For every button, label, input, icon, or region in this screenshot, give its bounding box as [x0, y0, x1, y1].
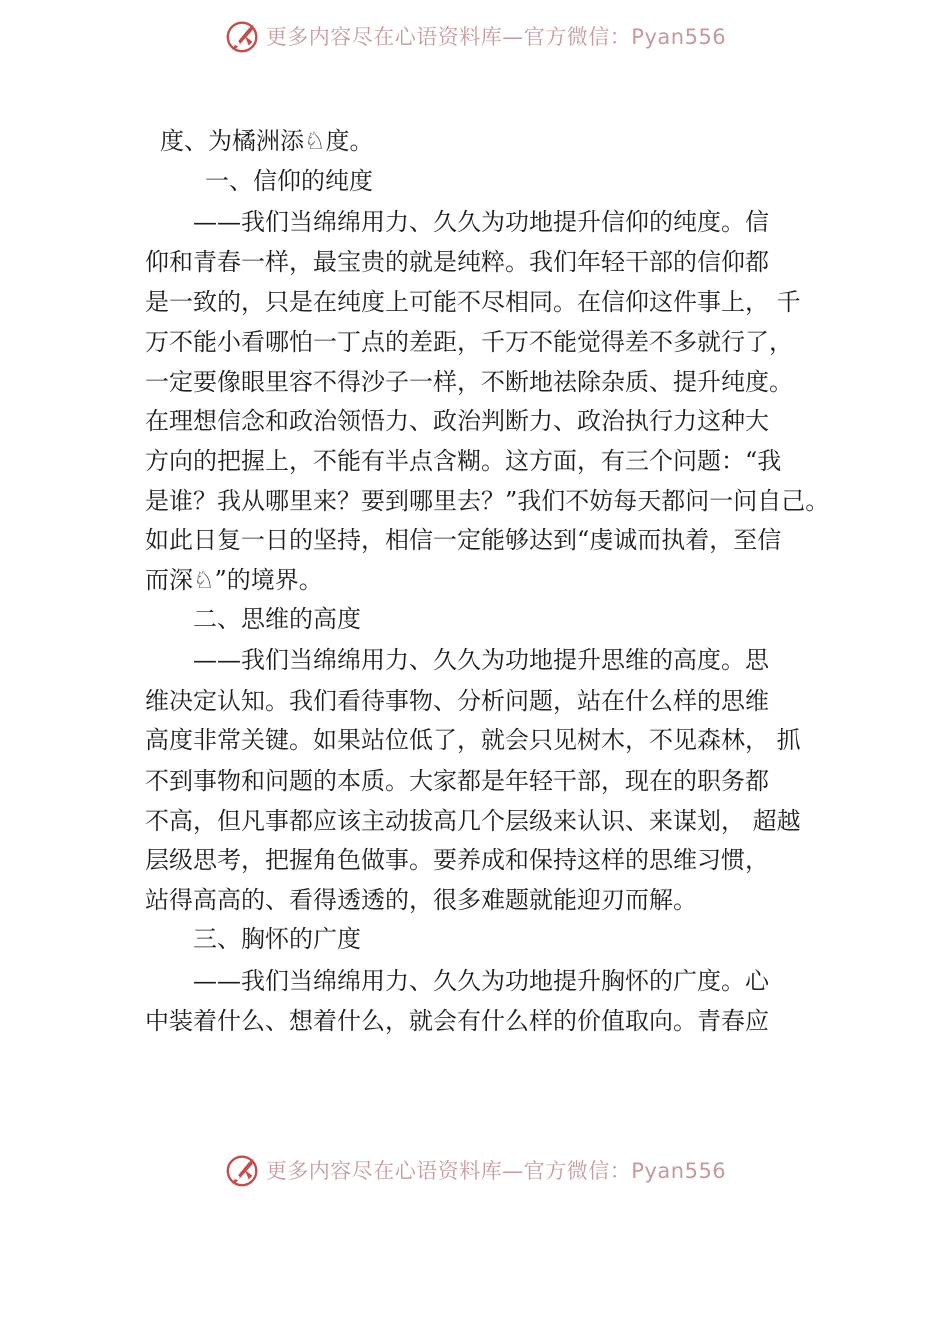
- text-line: 是一致的，只是在纯度上可能不尽相同。在信仰这件事上， 千: [145, 288, 801, 316]
- text-line: 中装着什么、想着什么，就会有什么样的价值取向。青春应: [145, 1007, 769, 1035]
- text-line: 层级思考，把握角色做事。要养成和保持这样的思维习惯，: [145, 846, 769, 874]
- text-line: 一、信仰的纯度: [205, 167, 373, 195]
- text-line: 站得高高的、看得透透的，很多难题就能迎刃而解。: [145, 886, 697, 914]
- text-line: 如此日复一日的坚持，相信一定能够达到“虔诚而执着，至信: [145, 526, 782, 554]
- text-line: 是谁？我从哪里来？要到哪里去？”我们不妨每天都问一问自己。: [145, 487, 830, 515]
- text-line: ——我们当绵绵用力、久久为功地提升胸怀的广度。心: [193, 967, 769, 995]
- text-line: 而深♘”的境界。: [145, 566, 323, 594]
- text-line: 不高，但凡事都应该主动拔高几个层级来认识、来谋划， 超越: [145, 807, 801, 835]
- text-line: 在理想信念和政治领悟力、政治判断力、政治执行力这种大: [145, 407, 769, 435]
- text-line: ——我们当绵绵用力、久久为功地提升思维的高度。思: [193, 646, 769, 674]
- text-line: 方向的把握上，不能有半点含糊。这方面，有三个问题：“我: [145, 447, 782, 475]
- text-line: 一定要像眼里容不得沙子一样，不断地祛除杂质、提升纯度。: [145, 368, 793, 396]
- text-line: 仰和青春一样，最宝贵的就是纯粹。我们年轻干部的信仰都: [145, 248, 769, 276]
- text-line: 度、为橘洲添♘度。: [160, 127, 374, 155]
- pen-nib-logo-icon: [224, 1151, 262, 1189]
- text-line: ——我们当绵绵用力、久久为功地提升信仰的纯度。信: [193, 208, 769, 236]
- text-line: 万不能小看哪怕一丁点的差距，千万不能觉得差不多就行了，: [145, 328, 793, 356]
- text-line: 二、思维的高度: [193, 605, 361, 633]
- text-line: 高度非常关键。如果站位低了，就会只见树木，不见森林， 抓: [145, 726, 801, 754]
- header-banner-text: 更多内容尽在心语资料库—官方微信：Pyan556: [265, 25, 727, 49]
- footer-banner: [0, 1148, 950, 1192]
- footer-banner-text: 更多内容尽在心语资料库—官方微信：Pyan556: [265, 1159, 727, 1183]
- text-line: 三、胸怀的广度: [193, 925, 361, 953]
- text-line: 维决定认知。我们看待事物、分析问题，站在什么样的思维: [145, 687, 769, 715]
- text-line: 不到事物和问题的本质。大家都是年轻干部，现在的职务都: [145, 767, 769, 795]
